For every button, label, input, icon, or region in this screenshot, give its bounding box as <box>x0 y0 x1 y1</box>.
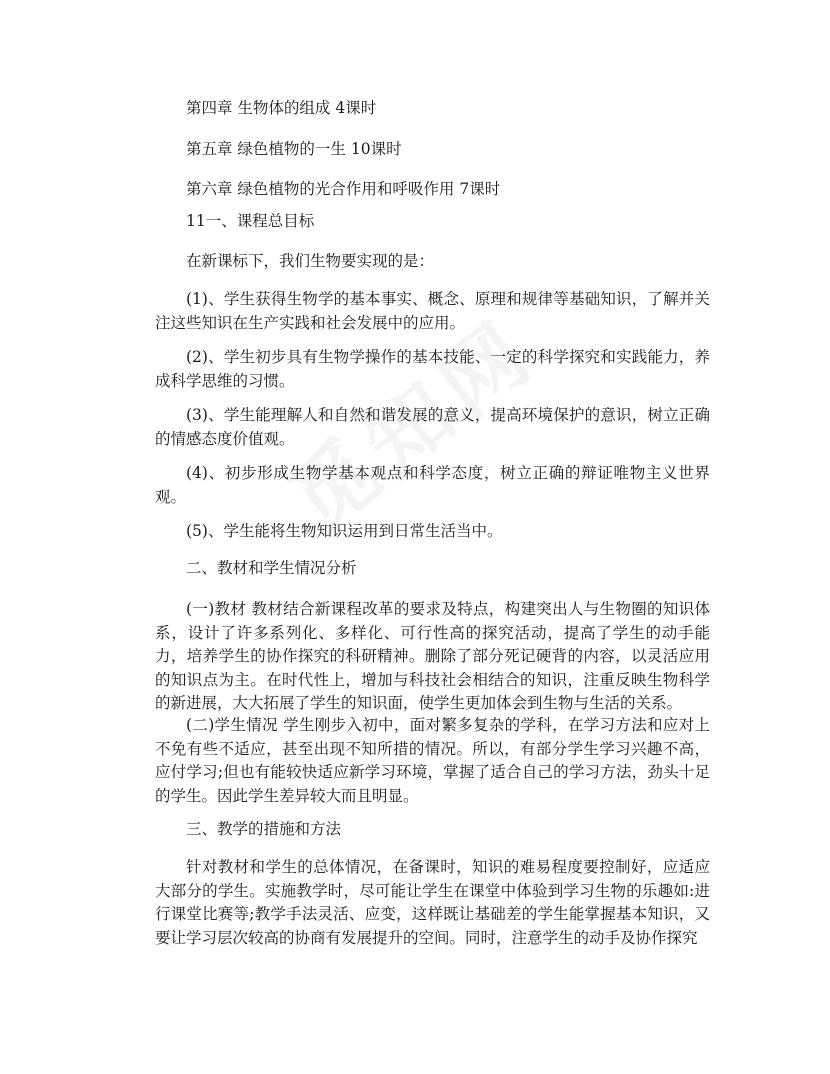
goal-paragraph-3: (3)、学生能理解人和自然和谐发展的意义，提高环境保护的意识，树立正确的情感态度价值观。 <box>155 406 710 448</box>
chapter-4-line: 第四章 生物体的组成 4课时 <box>186 99 377 117</box>
goal-paragraph-5: (5)、学生能将生物知识运用到日常生活当中。 <box>186 522 503 540</box>
goal-paragraph-1: (1)、学生获得生物学的基本事实、概念、原理和规律等基础知识，了解并关注这些知识在生产实践和社会发展中的应用。 <box>155 290 710 332</box>
goal-paragraph-2: (2)、学生初步具有生物学操作的基本技能、一定的科学探究和实践能力，养成科学思维的习惯。 <box>155 348 710 390</box>
analysis-paragraph-textbook: (一)教材 教材结合新课程改革的要求及特点，构建突出人与生物圈的知识体系，设计了许多系列化、多样化、可行性高的探究活动，提高了学生的动手能力，培养学生的协作探究的科研精神。删除了部分死记硬背的内容，以灵活应用的知识点为主。在时代性上，增加与科技社会相结合的知识，注重反映生物科学的新进展，大大拓展了学生的知识面，使学生更加体会到生物与生活的关系。 <box>155 600 710 712</box>
section-heading-methods: 三、教学的措施和方法 <box>186 820 342 838</box>
section-heading-goals: 11一、课程总目标 <box>186 212 315 230</box>
goal-paragraph-4: (4)、初步形成生物学基本观点和科学态度，树立正确的辩证唯物主义世界观。 <box>155 464 710 506</box>
chapter-5-line: 第五章 绿色植物的一生 10课时 <box>186 140 402 158</box>
section-heading-analysis: 二、教材和学生情况分析 <box>186 559 357 577</box>
analysis-paragraph-students: (二)学生情况 学生刚步入初中，面对繁多复杂的学科，在学习方法和应对上不免有些不适应，甚至出现不知所措的情况。所以，有部分学生学习兴趣不高，应付学习;但也有能较快适应新学习环境，掌握了适合自己的学习方法，劲头十足的学生。因此学生差异较大而且明显。 <box>155 716 710 805</box>
chapter-6-line: 第六章 绿色植物的光合作用和呼吸作用 7课时 <box>186 180 501 198</box>
methods-paragraph: 针对教材和学生的总体情况，在备课时，知识的难易程度要控制好，应适应大部分的学生。实施教学时，尽可能让学生在课堂中体验到学习生物的乐趣如:进行课堂比赛等;教学手法灵活、应变，这样既让基础差的学生能掌握基本知识，又要让学习层次较高的协商有发展提升的空间。同时，注意学生的动手及协作探究 <box>155 858 710 947</box>
intro-line: 在新课标下，我们生物要实现的是： <box>186 252 435 270</box>
